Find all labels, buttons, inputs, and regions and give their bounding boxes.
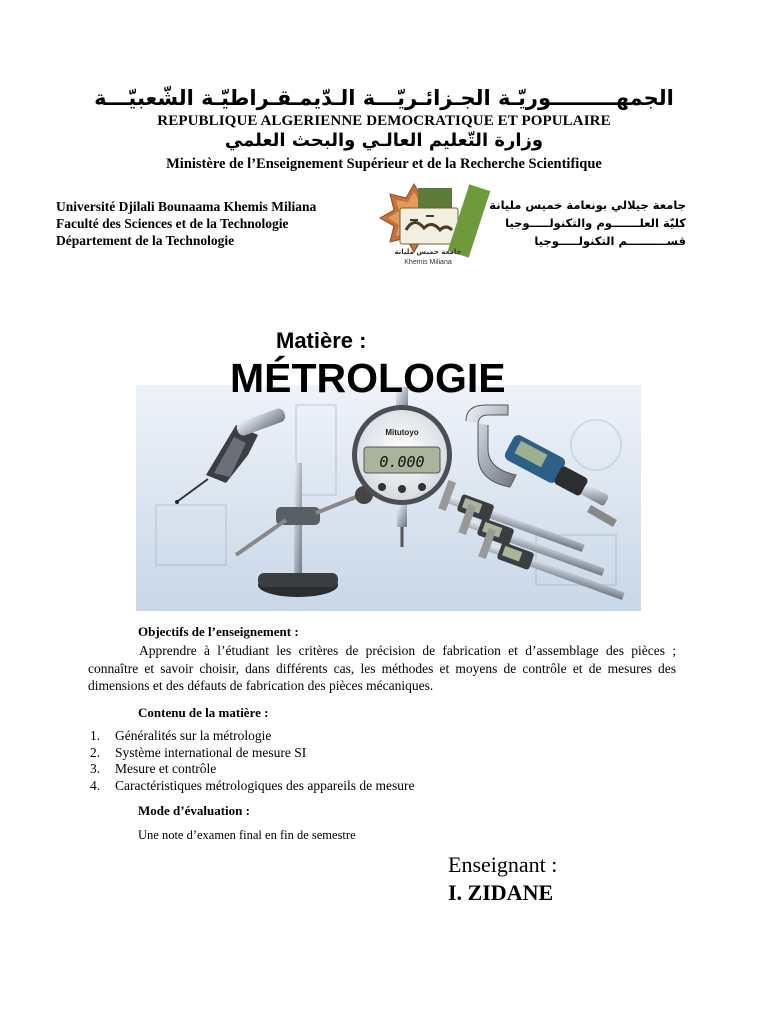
subject-title: MÉTROLOGIE	[230, 355, 506, 401]
university-name: Université Djilali Bounaama Khemis Miliana	[56, 199, 317, 214]
list-item-text: Caractéristiques métrologiques des appareils de mesure	[115, 777, 415, 793]
objectives-text: Apprendre à l’étudiant les critères de précision de fabrication et d’assemblage des pièces ; connaître et savoir choisir, dans différents cas, les méthodes et moyens de contrôle et de mesures des dimensions et des défauts de fabrication des pièces mécaniques.	[88, 643, 676, 693]
list-item	[90, 728, 415, 745]
arabic-ministry-title: وزارة التّعليم العالـي والبحث العلمي	[224, 130, 544, 151]
arabic-republic-title: الجمهـــــــــوريّـة الجـزائـريّـــة الـدّيمـقـراطيّـة الشّعبيّـــة	[94, 86, 674, 110]
list-item-text: Généralités sur la métrologie	[115, 728, 272, 743]
list-item-number: 2.	[90, 744, 101, 760]
teacher-label: Enseignant :	[448, 852, 558, 877]
teacher-name: I. ZIDANE	[448, 880, 554, 905]
objectives-heading: Objectifs de l’enseignement :	[138, 624, 299, 639]
evaluation-text: Une note d’examen final en fin de semestre	[138, 828, 356, 842]
list-item	[90, 761, 415, 778]
faculty-name-ar: كليّة العلـــــــوم والتكنولـــــوجيا	[505, 216, 686, 230]
list-item-number: 3.	[90, 761, 101, 776]
content-heading: Contenu de la matière :	[138, 705, 269, 720]
subject-label: Matière :	[276, 328, 367, 353]
list-item-number: 1.	[90, 728, 101, 743]
institution-arabic	[489, 196, 686, 250]
indicator-brand: Mitutoyo	[385, 428, 419, 437]
faculty-name: Faculté des Sciences et de la Technologie	[56, 216, 289, 231]
institution-french	[56, 198, 316, 249]
republic-title: REPUBLIQUE ALGERIENNE DEMOCRATIQUE ET POPULAIRE	[157, 113, 611, 129]
list-item-number: 4.	[90, 777, 101, 793]
list-item	[90, 745, 415, 762]
metrology-instruments-banner	[136, 385, 641, 611]
list-item-text: Mesure et contrôle	[115, 761, 217, 776]
logo-text-fr: Khemis Miliana	[404, 259, 452, 266]
university-emblem-icon	[374, 180, 498, 272]
list-item-text: Système international de mesure SI	[115, 744, 307, 760]
logo-text-ar: جامعة خميس مليانة	[394, 248, 462, 256]
ministry-title: Ministère de l’Enseignement Supérieur et de la Recherche Scientifique	[166, 156, 602, 172]
indicator-display-reading: 0.000	[379, 453, 425, 471]
content-list	[90, 728, 415, 794]
evaluation-heading: Mode d’évaluation :	[138, 803, 250, 818]
department-name: Département de la Technologie	[56, 233, 235, 248]
list-item	[90, 778, 415, 795]
university-name-ar: جامعة جيلالي بونعامة خميس مليانة	[489, 198, 686, 212]
department-name-ar: قســــــــــم التكنولـــــوجيا	[534, 234, 686, 248]
emblem-book	[418, 188, 452, 210]
